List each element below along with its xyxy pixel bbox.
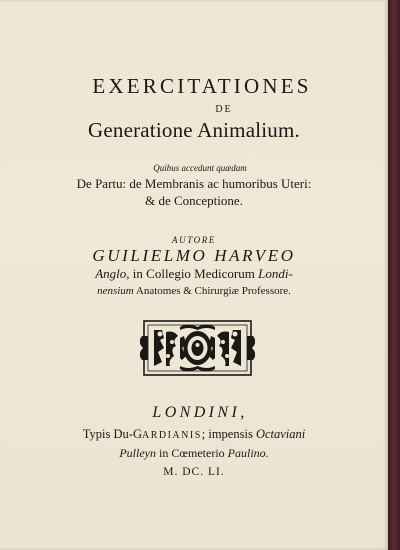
printers-ornament-icon <box>140 318 255 378</box>
affiliation-college: , in Collegio Medicorum <box>126 266 259 281</box>
affiliation-professor: Anatomes & Chirurgiæ Professore. <box>133 285 291 297</box>
author-affiliation-line-1 <box>0 266 388 282</box>
author-name: GUILIELMO HARVEO <box>92 246 296 265</box>
book-binding-edge <box>388 0 400 550</box>
additions-intro: Quibus accedunt quædam <box>153 163 247 173</box>
imprint-impensis: ; impensis <box>201 427 256 441</box>
additions-line-2: & de Conceptione. <box>145 193 243 208</box>
additions-line-1: De Partu: de Membranis ac humoribus Uteri: <box>76 176 312 191</box>
imprint-year: M. DC. LI. <box>163 466 225 478</box>
imprint-typis: Typis D <box>82 427 123 441</box>
imprint-du-g: u-G <box>122 427 142 441</box>
book-title: EXERCITATIONES <box>92 74 312 98</box>
title-connector-de: DE <box>215 104 233 115</box>
imprint-ardianis: ARDIANIS <box>141 430 202 441</box>
imprint-coemeterio: in Cœmeterio <box>156 446 228 460</box>
imprint-printer-line <box>0 427 388 442</box>
imprint-paulino: Paulino. <box>227 446 269 460</box>
imprint-publisher-line <box>0 446 388 461</box>
affiliation-londi: Londi- <box>258 266 293 281</box>
author-affiliation-line-2 <box>0 285 388 297</box>
author-label: AUTORE <box>172 235 216 245</box>
imprint-pulleyn: Pulleyn <box>119 446 156 460</box>
affiliation-anglo: Anglo <box>95 266 127 281</box>
book-subtitle: Generatione Animalium. <box>87 118 300 142</box>
imprint-octaviani: Octaviani <box>255 427 306 441</box>
affiliation-nensium: nensium <box>97 285 134 297</box>
imprint-place: LONDINI, <box>152 404 248 421</box>
